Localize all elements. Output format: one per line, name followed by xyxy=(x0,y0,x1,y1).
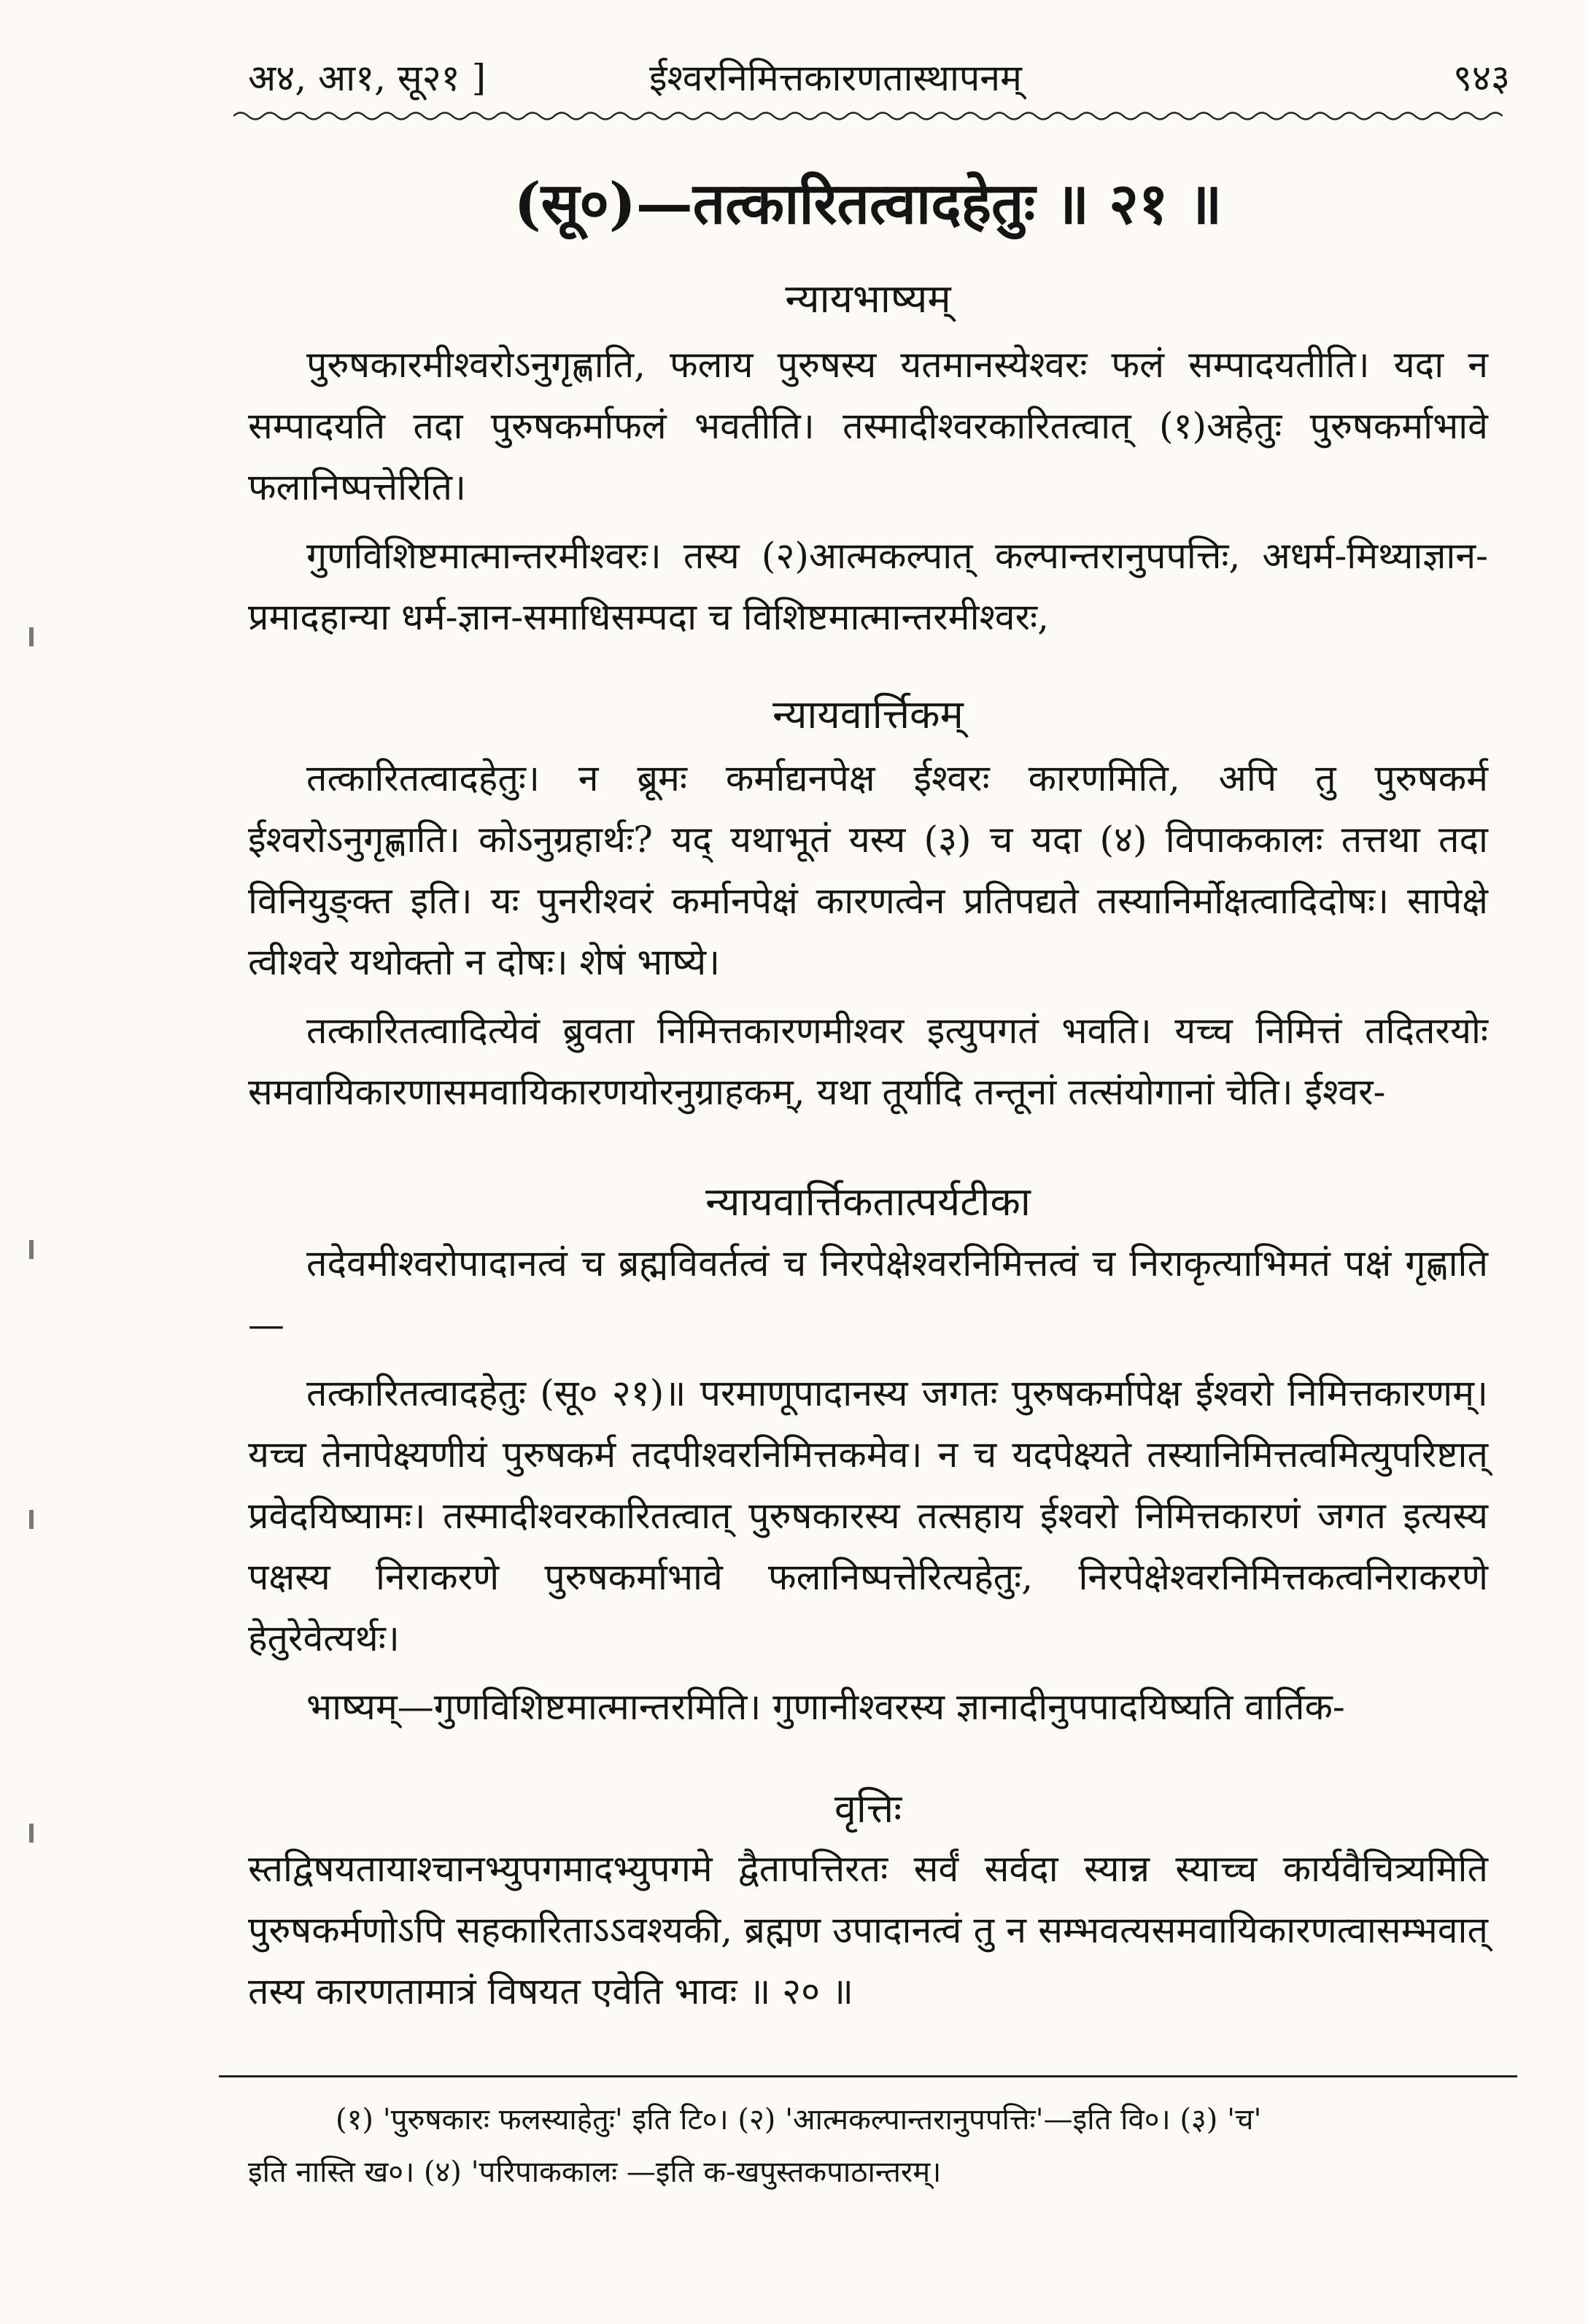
page-number: ९४३ xyxy=(1453,57,1510,99)
tika-paragraph-2: तत्कारितत्वादहेतुः (सू० २१)॥ परमाणूपादानस्य जगतः पुरुषकर्मापेक्ष ईश्वरो निमित्तकारणम्। यच्च तेनापेक्ष्यणीयं पुरुषकर्म तदपीश्वरनिमित्तकमेव। न च यदपेक्ष्यते तस्यानिमित्तत्वमित्युपरिष्टात् प्रवेदयिष्यामः। तस्मादीश्वरकारितत्वात् पुरुषकारस्य तत्सहाय ईश्वरो निमित्तकारणं जगत इत्यस्य पक्षस्य निराकरणे पुरुषकर्माभावे फलानिष्पत्तेरित्यहेतुः, निरपेक्षेश्वरनिमित्तकत्वनिराकरणे हेतुरेवेत्यर्थः। xyxy=(248,1372,1488,1659)
footnote-line-2: इति नास्ति ख०। (४) 'परिपाककालः —इति क-खपुस्तकपाठान्तरम्। xyxy=(248,2155,942,2189)
bhashya-text xyxy=(248,334,1488,648)
bhashya-paragraph-2: गुणविशिष्टमात्मान्तरमीश्वरः। तस्य (२)आत्मकल्पात् कल्पान्तरानुपपत्तिः, अधर्म-मिथ्याज्ञान-प्रमादहान्या धर्म-ज्ञान-समाधिसम्पदा च विशिष्टमात्मान्तरमीश्वरः, xyxy=(248,535,1488,638)
margin-mark xyxy=(29,1240,34,1259)
header-title: ईश्वरनिमित्तकारणतास्थापनम् xyxy=(649,57,1022,99)
margin-mark xyxy=(29,627,34,646)
vritti-paragraph-1: स्तद्विषयतायाश्चानभ्युपगमादभ्युपगमे द्वैतापत्तिरतः सर्वं सर्वदा स्यान्न स्याच्च कार्यवैचित्र्यमिति पुरुषकर्मणोऽपि सहकारिताऽऽवश्यकी, ब्रह्मण उपादानत्वं तु न सम्भवत्यसमवायिकारणत्वासम्भवात् तस्य कारणतामात्रं विषयत एवेति भावः ॥ २० ॥ xyxy=(248,1848,1488,2013)
bhashya-paragraph-1: पुरुषकारमीश्वरोऽनुगृह्णाति, फलाय पुरुषस्य यतमानस्येश्वरः फलं सम्पादयतीति। यदा न सम्पादयति तदा पुरुषकर्माफलं भवतीति। तस्मादीश्वरकारितत्वात् (१)अहेतुः पुरुषकर्माभावे फलानिष्पत्तेरिति। xyxy=(248,344,1488,508)
tika-paragraph-1: तदेवमीश्वरोपादानत्वं च ब्रह्मविवर्तत्वं च निरपेक्षेश्वरनिमित्तत्वं च निराकृत्याभिमतं पक्षं गृह्णाति— xyxy=(248,1242,1488,1346)
tika-title: न्यायवार्त्तिकतात्पर्यटीका xyxy=(705,1179,1031,1225)
tika-text xyxy=(248,1233,1488,1738)
vritti-title: वृत्तिः xyxy=(834,1786,902,1832)
running-header xyxy=(219,45,1517,111)
vartika-text xyxy=(248,748,1488,1123)
footnote-rule xyxy=(219,2075,1517,2077)
footnote-line-1: (१) 'पुरुषकारः फलस्याहेतुः' इति टि०। (२) 'आत्मकल्पान्तरानुपपत्तिः'—इति वि०। (३) 'च' xyxy=(336,2103,1262,2137)
sutra-heading: (सू०)—तत्कारितत्वादहेतुः ॥ २१ ॥ xyxy=(514,171,1223,237)
vritti-text xyxy=(248,1838,1488,2022)
book-page xyxy=(219,29,1517,2290)
bhashya-title: न्यायभाष्यम् xyxy=(785,276,951,322)
header-reference: अ४, आ१, सू२१ ] xyxy=(248,57,487,99)
wavy-divider xyxy=(233,108,1503,124)
margin-mark xyxy=(29,1510,34,1529)
vartika-title: न्यायवार्त्तिकम् xyxy=(772,692,964,737)
vartika-paragraph-1: तत्कारितत्वादहेतुः। न ब्रूमः कर्माद्यनपेक्ष ईश्वरः कारणमिति, अपि तु पुरुषकर्म ईश्वरोऽनुगृह्णाति। कोऽनुग्रहार्थः? यद् यथाभूतं यस्य (३) च यदा (४) विपाककालः तत्तथा तदा विनियुङ्क्त इति। यः पुनरीश्वरं कर्मानपेक्षं कारणत्वेन प्रतिपद्यते तस्यानिर्मोक्षत्वादिदोषः। सापेक्षे त्वीश्वरे यथोक्तो न दोषः। शेषं भाष्ये। xyxy=(248,757,1488,983)
vartika-paragraph-2: तत्कारितत्वादित्येवं ब्रुवता निमित्तकारणमीश्वर इत्युपगतं भवति। यच्च निमित्तं तदितरयोः समवायिकारणासमवायिकारणयोरनुग्राहकम्, यथा तूर्यादि तन्तूनां तत्संयोगानां चेति। ईश्वर- xyxy=(248,1010,1488,1113)
footnotes xyxy=(248,2093,1488,2199)
tika-paragraph-3: भाष्यम्—गुणविशिष्टमात्मान्तरमिति। गुणानीश्वरस्य ज्ञानादीनुपपादयिष्यति वार्तिक- xyxy=(306,1686,1345,1728)
margin-mark xyxy=(29,1824,34,1843)
